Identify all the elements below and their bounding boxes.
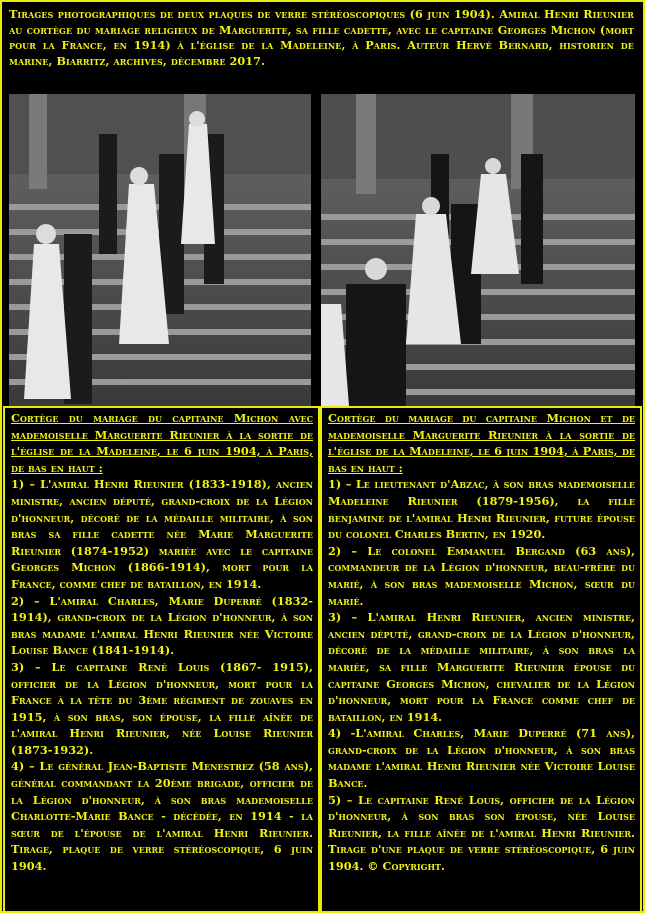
- caption-right-item-4: 4) -L'amiral Charles, Marie Duperré (71 ans), grand-croix de la Légion d'honneur, à son bras madame l'amiral Henri Rieunier née Victoire Louise Bance.: [328, 726, 635, 791]
- caption-left-item-1: 1) – L'amiral Henri Rieunier (1833-1918), ancien ministre, ancien député, grand-croix de la Légion d'honneur, décoré de la médaille militaire, à son bras sa fille cadette née Marie Marguerite Rieunier (1874-1952) mariée avec le capitaine Georges Michon (1866-1914), mort pour la France, comme chef de bataillon, en 1914.: [11, 477, 313, 591]
- caption-column-left: [3, 406, 320, 911]
- stereo-photo-right: [321, 94, 635, 406]
- caption-left-item-4: 4) – Le général Jean-Baptiste Menestrez (58 ans), général commandant la 20ème brigade, officier de la Légion d'honneur, à son bras mademoiselle Charlotte-Marie Bance - décédée, en 1914 - la sœur de l'épouse de l'amiral Henri Rieunier. Tirage, plaque de verre stéréoscopique, 6 juin 1904.: [11, 759, 313, 874]
- photo-left-image: [9, 94, 311, 406]
- caption-left-item-3: 3) – Le capitaine René Louis (1867- 1915), officier de la Légion d'honneur, mort pour la France à la tête du 3ème régiment de zouaves en 1915, à son bras, son épouse, la fille aînée de l'amiral Henri Rieunier, née Louise Rieunier (1873-1932).: [11, 659, 313, 757]
- caption-left-item-2: 2) – L'amiral Charles, Marie Duperré (1832-1914), grand-croix de la Légion d'honneur, à son bras madame l'amiral Henri Rieunier née Victoire Louise Bance (1841-1914).: [11, 593, 313, 658]
- caption-right-item-2: 2) – Le colonel Emmanuel Bergand (63 ans), commandeur de la Légion d'honneur, beau-frère du marié, à son bras mademoiselle Michon, sœur du marié.: [328, 543, 635, 608]
- photo-right-image: [321, 94, 635, 406]
- header-caption: Tirages photographiques de deux plaques de verre stéréoscopiques (6 juin 1904). Amiral Henri Rieunier au cortège du mariage religieux de Marguerite, sa fille cadette, avec le capitaine Georges Michon (mort pour la France, en 1914) à l'église de la Madeleine, à Paris. Auteur Hervé Bernard, historien de marine, Biarritz, archives, décembre 2017.: [9, 7, 634, 68]
- caption-right-item-1: 1) – Le lieutenant d'Abzac, à son bras mademoiselle Madeleine Rieunier (1879-1956), la fille benjamine de l'amiral Henri Rieunier, future épouse du colonel Charles Bertin, en 1920.: [328, 477, 635, 542]
- caption-column-right: [320, 406, 642, 911]
- caption-right-title: Cortège du mariage du capitaine Michon et de mademoiselle Marguerite Rieunier à la sortie de l'église de la Madeleine, le 6 juin 1904, à Paris, de bas en haut :: [328, 411, 635, 475]
- caption-right-item-5: 5) – Le capitaine René Louis, officier de la Légion d'honneur, à son bras son épouse, née Louise Rieunier, la fille aînée de l'amiral Henri Rieunier. Tirage d'une plaque de verre stéréoscopique, 6 juin 1904. © Copyright.: [328, 792, 635, 874]
- caption-right-item-3: 3) – L'amiral Henri Rieunier, ancien ministre, ancien député, grand-croix de la Légion d'honneur, décoré de la médaille militaire, à son bras la mariée, sa fille Marguerite Rieunier épouse du capitaine Georges Michon, chevalier de la Légion d'honneur, mort pour la France comme chef de bataillon, en 1914.: [328, 610, 635, 724]
- stereo-photo-left: [9, 94, 311, 406]
- caption-left-title: Cortège du mariage du capitaine Michon avec mademoiselle Marguerite Rieunier à la sortie de l'église de la Madeleine, le 6 juin 1904, à Paris, de bas en haut :: [11, 411, 313, 475]
